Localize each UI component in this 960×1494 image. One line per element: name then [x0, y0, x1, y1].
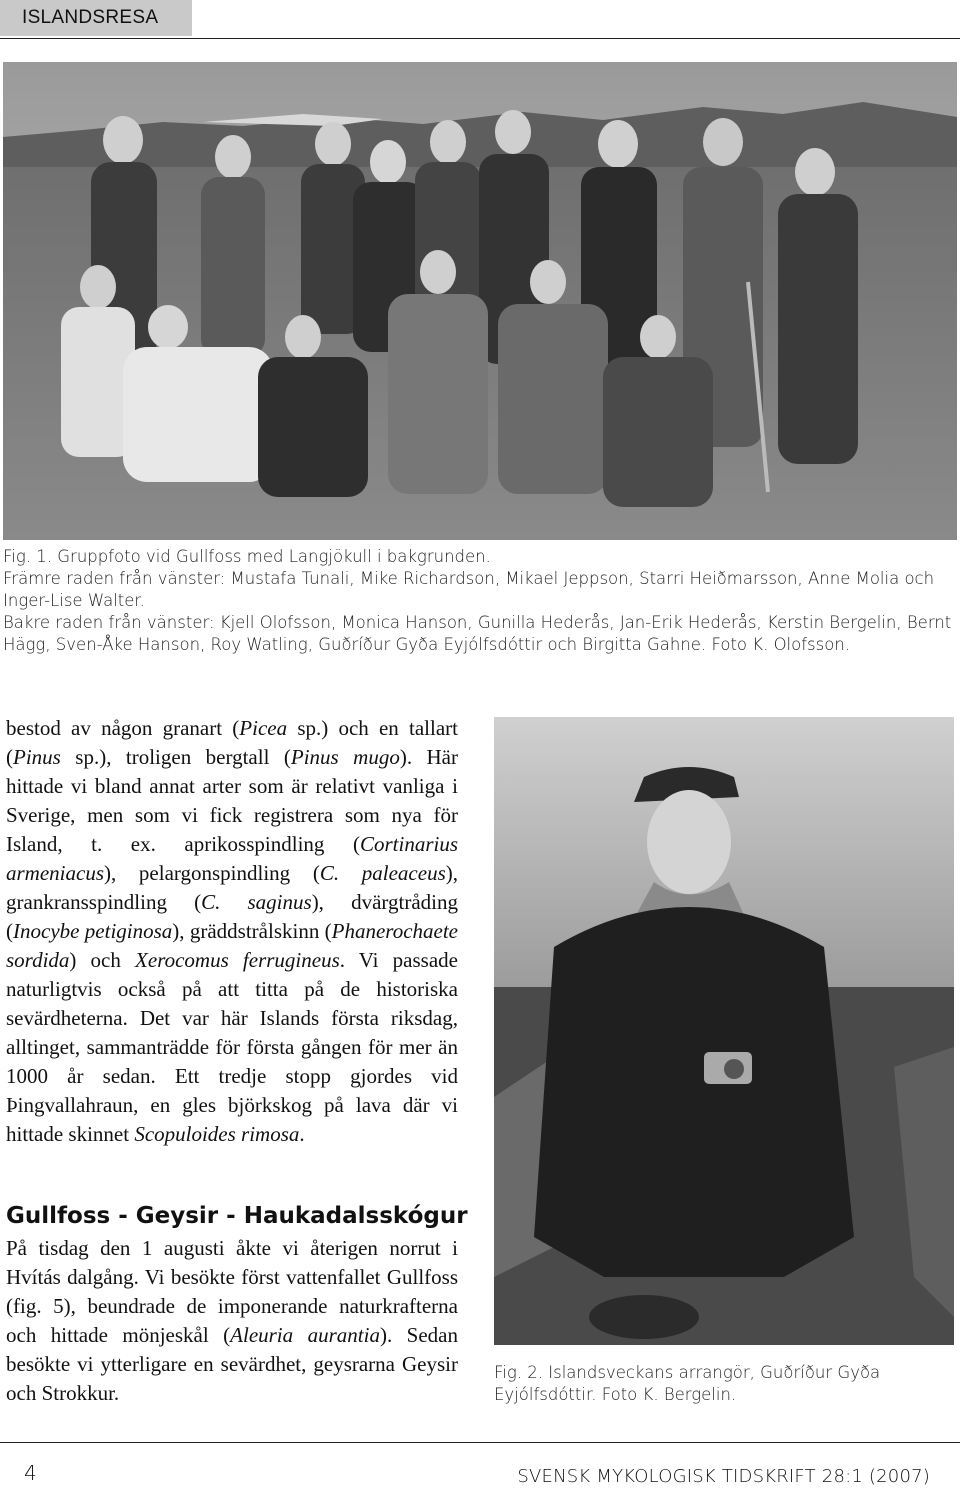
text-run: ) och	[69, 948, 136, 972]
species-name: Inocybe petiginosa	[13, 919, 173, 943]
caption-line: Bakre raden från vänster: Kjell Olofsson, Monica Hanson, Gunilla Hederås, Jan-Erik Hederås, Kerstin Bergelin, Bernt Hägg, Sven-Åke Hanson, Roy Watling, Guðríður Gyða Eyjólfsdóttir och Birgitta Gahne. Foto K. Olofsson.	[3, 613, 952, 654]
text-run: sp.), troligen bergtall (	[60, 745, 291, 769]
species-name: C. saginus	[201, 890, 312, 914]
species-name: Xerocomus ferrugineus	[135, 948, 340, 972]
running-header	[0, 0, 960, 39]
text-run: ). Sedan besökte vi ytterligare en sevärdhet, geysrarna Geysir och Strokkur.	[6, 1323, 458, 1405]
figure1-caption	[3, 546, 957, 656]
portrait-photo	[494, 717, 954, 1345]
text-run: ), dvärgtråding (	[6, 890, 458, 943]
species-name: Pinus	[13, 745, 61, 769]
species-name: Aleuria aurantia	[230, 1323, 380, 1347]
caption-line: Fig. 1. Gruppfoto vid Gullfoss med Langjökull i bakgrunden.	[3, 547, 491, 566]
text-run: På tisdag den 1 augusti åkte vi återigen norrut i Hvítás dalgång. Vi besökte först vattenfallet Gullfoss (fig. 5), beundrade de imponerande naturkrafterna och hittade mönjeskål (	[6, 1236, 458, 1347]
text-run: ), grankransspindling (	[6, 861, 458, 914]
text-run: ), pelargonspindling (	[104, 861, 320, 885]
text-run: bestod av någon granart (	[6, 716, 240, 740]
paragraph-text	[6, 1234, 458, 1408]
group-photo	[3, 62, 957, 540]
section-heading: Gullfoss - Geysir - Haukadalsskógur	[6, 1203, 468, 1229]
species-name: Phanerochaete sordida	[6, 919, 458, 972]
species-name: Cortinarius armeniacus	[6, 832, 458, 885]
text-run: ). Här hittade vi bland annat arter som är relativt vanliga i Sverige, men som vi fick registrera som nya för Island, t. ex. aprikosspindling (	[6, 745, 458, 856]
species-name: Scopuloides rimosa	[134, 1122, 300, 1146]
caption-line: Främre raden från vänster: Mustafa Tunali, Mike Richardson, Mikael Jeppson, Starri Heiðmarsson, Anne Molia och Inger-Lise Walter.	[3, 569, 935, 610]
text-run: . Vi passade naturligtvis också på att titta på de historiska sevärdheterna. Det var här Islands första riksdag, alltinget, sammanträdde för första gången för mer än 1000 år sedan. Ett tredje stopp gjordes vid Þingvallahraun, en gles björkskog på lava där vi hittade skinnet	[6, 948, 458, 1146]
text-run: ), gräddstrålskinn (	[172, 919, 332, 943]
paragraph-text	[6, 714, 458, 1149]
species-name: C. paleaceus	[319, 861, 446, 885]
body-paragraph-1	[6, 714, 458, 1149]
text-run: sp.) och en tallart (	[6, 716, 458, 769]
journal-name: SVENSK MYKOLOGISK TIDSKRIFT 28:1 (2007)	[517, 1466, 930, 1487]
figure2-caption: Fig. 2. Islandsveckans arrangör, Guðríður Gyða Eyjólfsdóttir. Foto K. Bergelin.	[494, 1363, 881, 1404]
species-name: Pinus mugo	[290, 745, 400, 769]
footer-rule	[0, 1442, 960, 1443]
page-number: 4	[24, 1461, 37, 1485]
body-paragraph-2	[6, 1234, 458, 1408]
text-run: .	[299, 1122, 305, 1146]
section-title: ISLANDSRESA	[0, 0, 192, 36]
species-name: Picea	[239, 716, 288, 740]
